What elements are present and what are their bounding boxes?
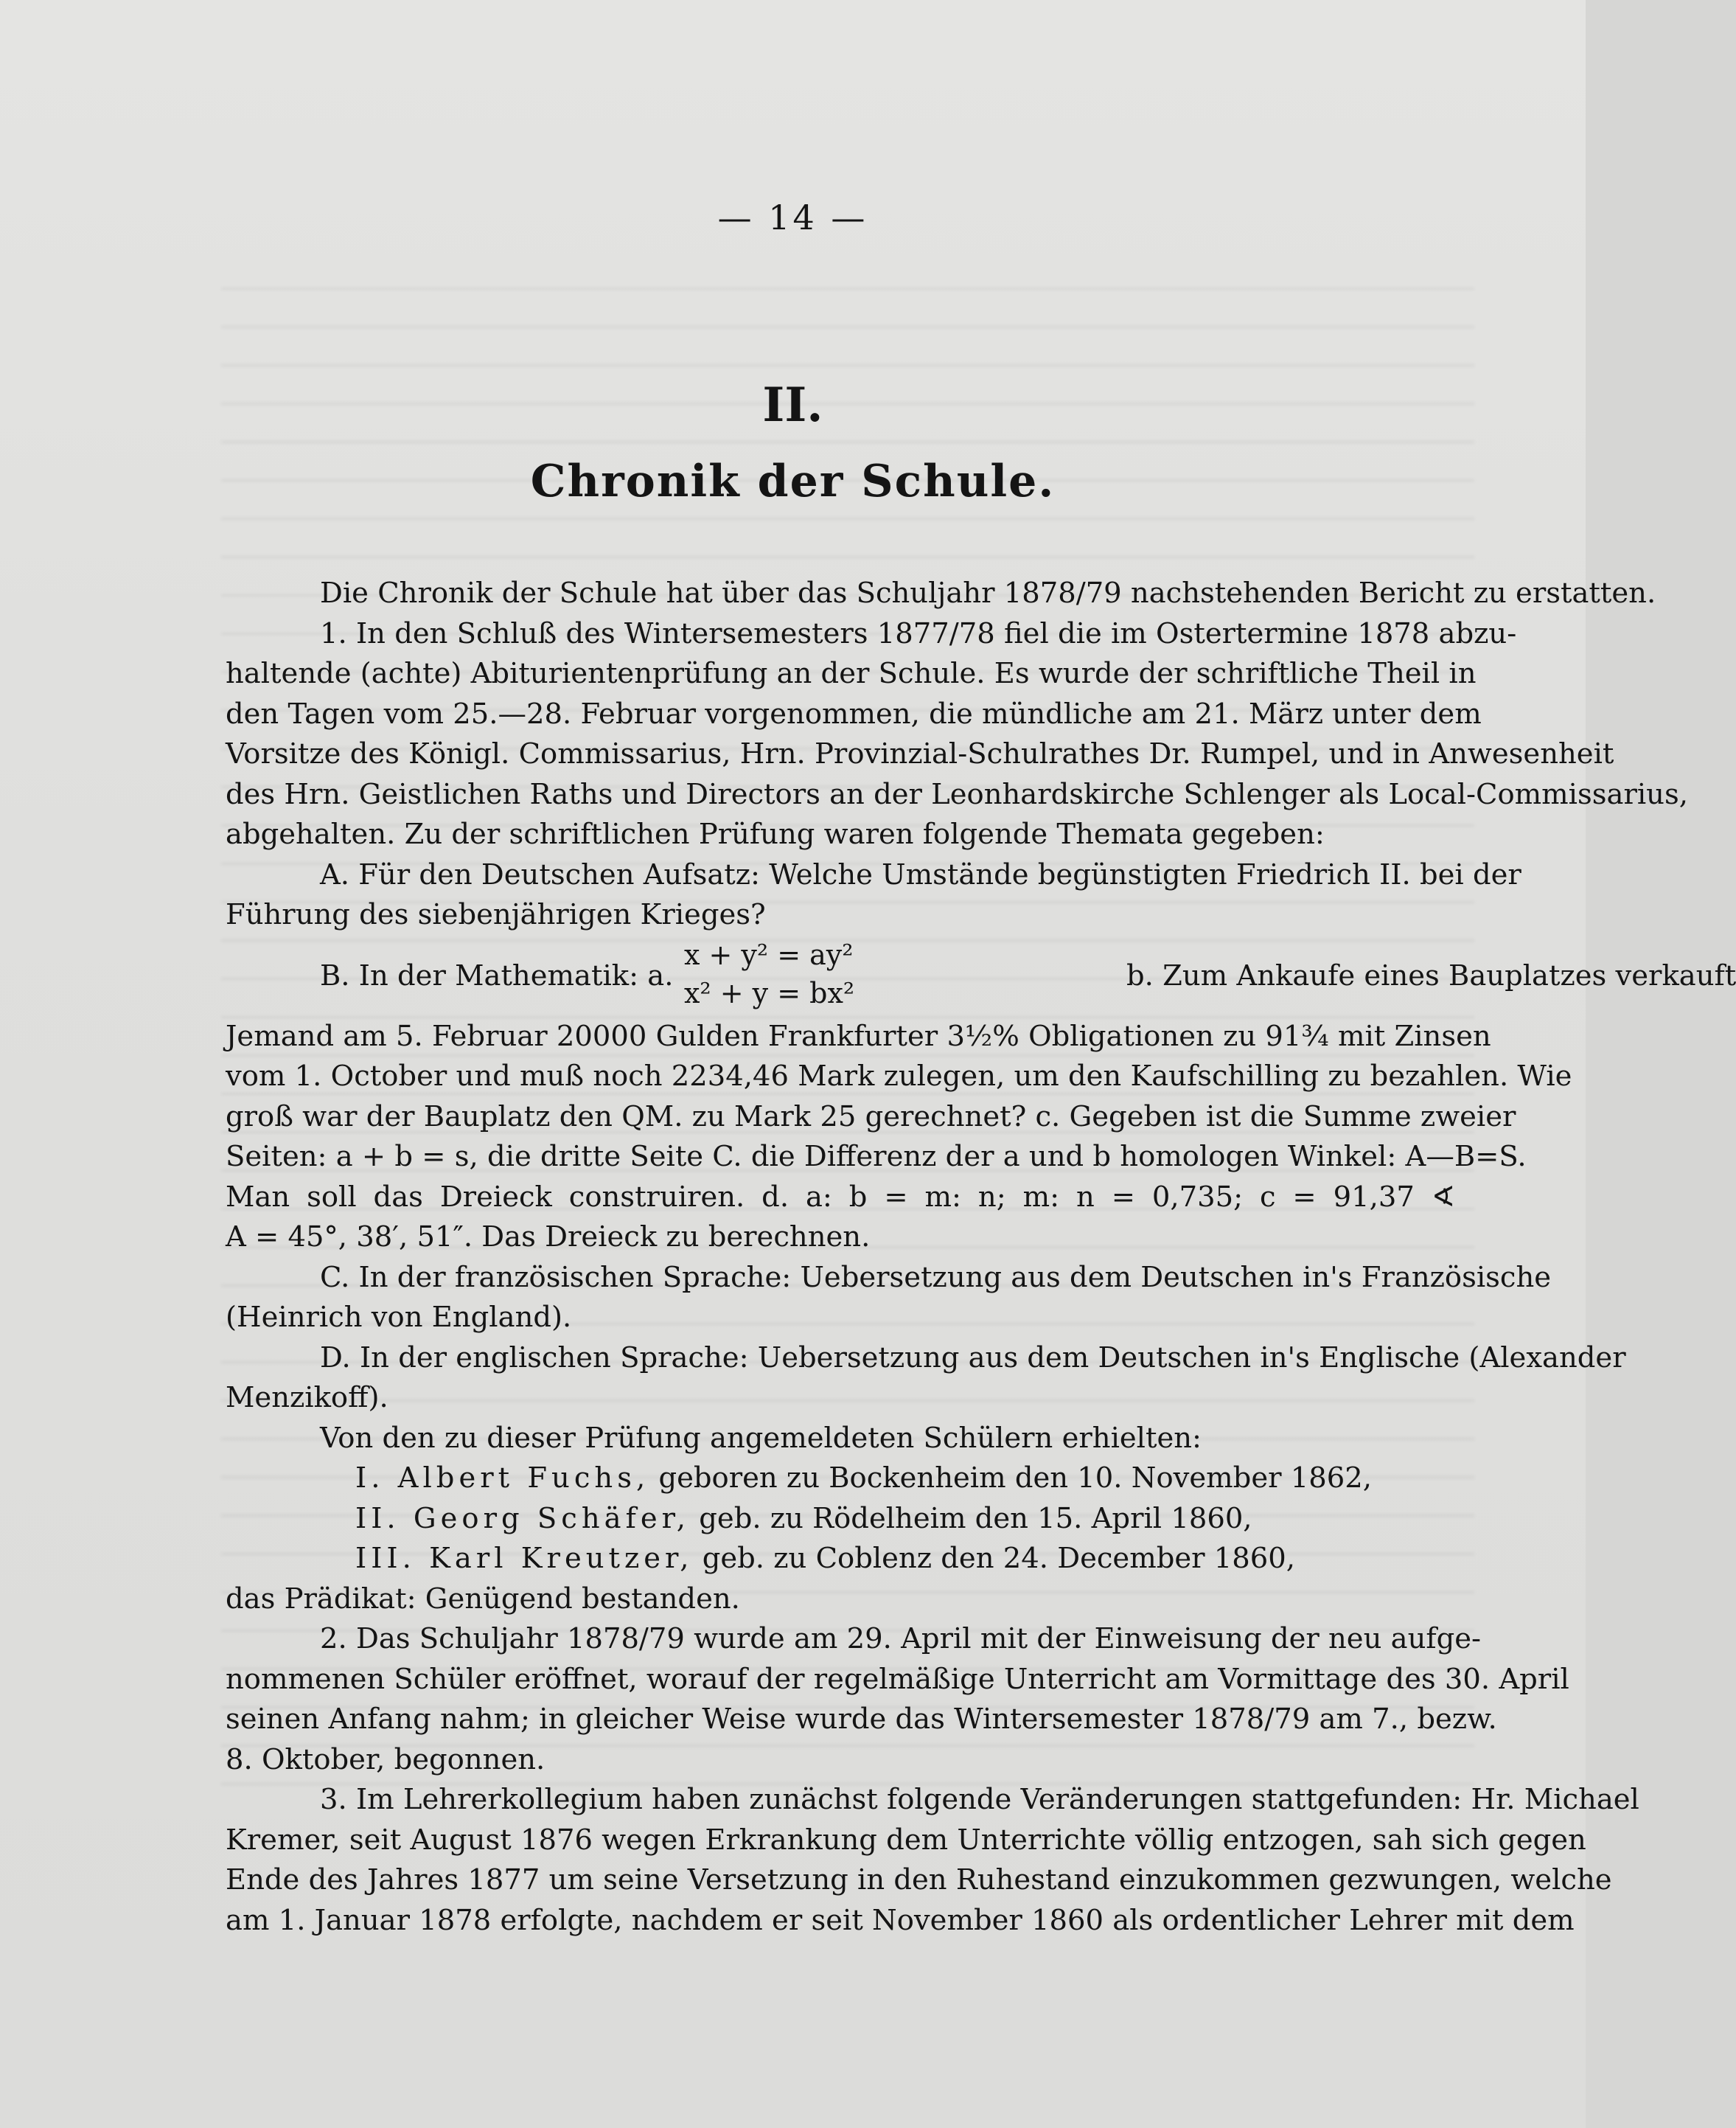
candidate-details: geboren zu Bockenheim den 10. November 1862,	[649, 1461, 1372, 1495]
text-line: Jemand am 5. Februar 20000 Gulden Frankfurter 3½% Obligationen zu 91¾ mit Zinsen	[226, 1019, 1491, 1053]
text-line: 3. Im Lehrerkollegium haben zunächst folgende Veränderungen stattgefunden: Hr. Michael	[320, 1783, 1639, 1816]
text-line: Man soll das Dreieck construiren. d. a: b = m: n; m: n = 0,735; c = 91,37 ∢	[226, 1180, 1455, 1214]
text-line: abgehalten. Zu der schriftlichen Prüfung waren folgende Themata gegeben:	[226, 818, 1325, 851]
candidate-name: II. Georg Schäfer,	[355, 1501, 691, 1535]
body-text	[226, 574, 1736, 1941]
text-line: am 1. Januar 1878 erfolgte, nachdem er seit November 1860 als ordentlicher Lehrer mit dem	[226, 1903, 1575, 1937]
text-line: 2. Das Schuljahr 1878/79 wurde am 29. April mit der Einweisung der neu aufge-	[320, 1622, 1482, 1655]
text-line: A. Für den Deutschen Aufsatz: Welche Umstände begünstigten Friedrich II. bei der	[320, 858, 1521, 891]
text-line: Seiten: a + b = s, die dritte Seite C. die Differenz der a und b homologen Winkel: A—B=S.	[226, 1140, 1527, 1173]
page-number: — 14 —	[717, 198, 868, 237]
text-line: Kremer, seit August 1876 wegen Erkrankung dem Unterrichte völlig entzogen, sah sich gegen	[226, 1823, 1586, 1857]
text-line: C. In der französischen Sprache: Uebersetzung aus dem Deutschen in's Französische	[320, 1260, 1552, 1294]
text-line: Ende des Jahres 1877 um seine Versetzung in den Ruhestand einzukommen gezwungen, welche	[226, 1863, 1612, 1896]
math-equation-line	[226, 936, 1736, 1017]
candidate-details: geb. zu Coblenz den 24. December 1860,	[693, 1542, 1296, 1575]
math-tail-text: b. Zum Ankaufe eines Bauplatzes verkauft	[1126, 959, 1736, 992]
candidate-name: III. Karl Kreutzer,	[355, 1542, 694, 1575]
text-line: Menzikoff).	[226, 1381, 388, 1414]
candidate-name: I. Albert Fuchs,	[355, 1461, 650, 1495]
text-line: 8. Oktober, begonnen.	[226, 1742, 545, 1776]
candidate-line	[226, 1539, 1455, 1579]
equation-1: x + y² = ay²	[684, 938, 854, 971]
text-line: Die Chronik der Schule hat über das Schuljahr 1878/79 nachstehenden Bericht zu erstatten.	[320, 577, 1656, 610]
text-line: D. In der englischen Sprache: Uebersetzung aus dem Deutschen in's Englische (Alexander	[320, 1341, 1626, 1374]
math-lead-text: B. In der Mathematik: a.	[320, 959, 674, 992]
equation-system	[684, 936, 854, 1012]
equation-2: x² + y = bx²	[684, 976, 855, 1009]
text-line: seinen Anfang nahm; in gleicher Weise wurde das Wintersemester 1878/79 am 7., bezw.	[226, 1703, 1497, 1736]
section-number: II.	[762, 378, 823, 433]
text-line: das Prädikat: Genügend bestanden.	[226, 1582, 740, 1616]
candidate-details: geb. zu Rödelheim den 15. April 1860,	[690, 1501, 1252, 1535]
text-line: haltende (achte) Abiturientenprüfung an der Schule. Es wurde der schriftliche Theil in	[226, 657, 1477, 690]
text-line: Vorsitze des Königl. Commissarius, Hrn. Provinzial-Schulrathes Dr. Rumpel, und in Anwesenheit	[226, 737, 1614, 771]
text-line: den Tagen vom 25.—28. Februar vorgenommen, die mündliche am 21. März unter dem	[226, 697, 1482, 731]
text-line: (Heinrich von England).	[226, 1301, 572, 1334]
text-line: A = 45°, 38′, 51″. Das Dreieck zu berechnen.	[226, 1220, 871, 1253]
candidate-line	[226, 1458, 1455, 1499]
text-line: Führung des siebenjährigen Krieges?	[226, 898, 766, 931]
text-line: groß war der Bauplatz den QM. zu Mark 25 gerechnet? c. Gegeben ist die Summe zweier	[226, 1099, 1516, 1133]
section-title: Chronik der Schule.	[530, 456, 1056, 507]
candidate-line	[226, 1499, 1455, 1540]
text-line: nommenen Schüler eröffnet, worauf der regelmäßige Unterricht am Vormittage des 30. April	[226, 1662, 1569, 1696]
text-line: Von den zu dieser Prüfung angemeldeten Schülern erhielten:	[320, 1421, 1202, 1455]
text-line: vom 1. October und muß noch 2234,46 Mark zulegen, um den Kaufschilling zu bezahlen. Wie	[226, 1060, 1572, 1093]
text-line: 1. In den Schluß des Wintersemesters 1877/78 fiel die im Ostertermine 1878 abzu-	[320, 616, 1517, 650]
text-line: des Hrn. Geistlichen Raths und Directors an der Leonhardskirche Schlenger als Local-Commissarius,	[226, 777, 1688, 811]
